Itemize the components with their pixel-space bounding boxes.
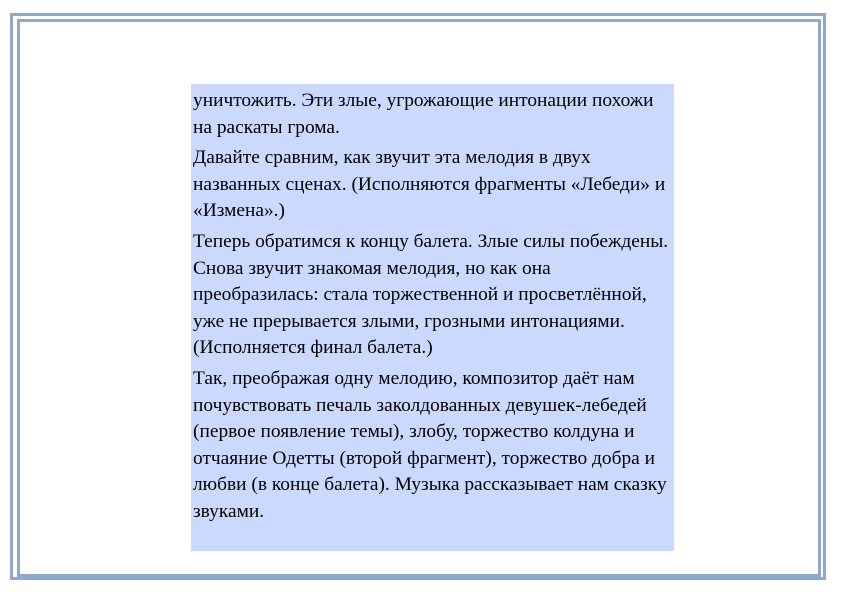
paragraph: Теперь обратимся к концу балета. Злые силы побеждены. Снова звучит знакомая мелодия, но как она преобразилась: стала торжественной и просветлённой, уже не прерывается злыми, грозными интонациями. (Исполняется финал балета.) (193, 230, 669, 359)
paragraph: Давайте сравним, как звучит эта мелодия в двух названных сценах. (Исполняются фрагменты «Лебеди» и «Измена».) (193, 147, 666, 222)
slide-text-box (191, 84, 674, 551)
paragraph: Так, преображая одну мелодию, композитор даёт нам почувствовать печаль заколдованных девушек-лебедей (первое появление темы), злобу, торжество колдуна и отчаяние Одетты (второй фрагмент), торжество добра и любви (в конце балета). Музыка рассказывает нам сказку звуками. (193, 367, 667, 522)
paragraph: уничтожить. Эти злые, угрожающие интонации похожи на раскаты грома. (193, 90, 654, 138)
